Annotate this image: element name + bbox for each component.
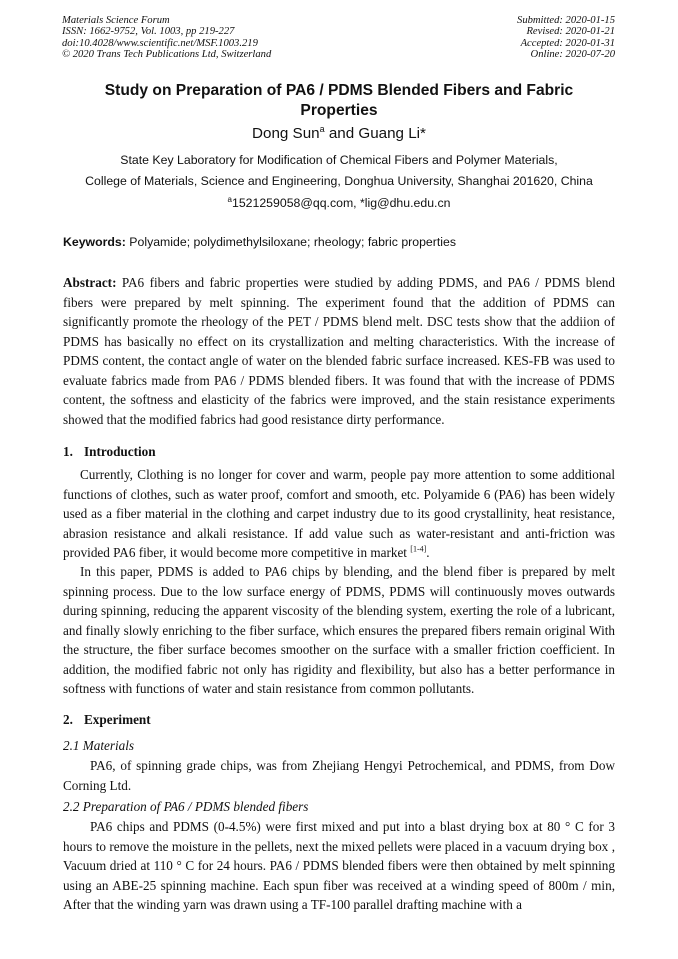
materials-paragraph: PA6, of spinning grade chips, was from Zhejiang Hengyi Petrochemical, and PDMS, from Dow Corning Ltd.	[63, 758, 615, 793]
section-heading-introduction	[63, 444, 156, 460]
author-1: Dong Sun	[252, 125, 320, 143]
author-1-affil-mark: a	[319, 124, 325, 134]
abstract-label: Abstract:	[63, 275, 117, 290]
section-title: Experiment	[84, 712, 151, 727]
author-connector: and	[324, 125, 359, 143]
section-number: 2.	[63, 712, 73, 727]
author-line	[0, 124, 678, 142]
section-number: 1.	[63, 444, 73, 459]
affiliation-line-2: College of Materials, Science and Engineering, Donghua University, Shanghai 201620, China	[85, 174, 593, 188]
author-2: Guang Li*	[358, 125, 426, 143]
abstract-text: PA6 fibers and fabric properties were studied by adding PDMS, and PA6 / PDMS blend fibers were prepared by melt spinning. The experiment found that the addition of PDMS can significantly promote the rheology of the PET / PDMS blend melt. DSC tests show that the addiion of PDMS has basically no effect on its crystallization and melting characteristics. With the increase of PDMS content, the contact angle of water on the blended fabric surface increased. KES-FB was used to evaluate fabrics made from PA6 / PDMS blended fibers. It was found that with the increase of PDMS content, the softness and elasticity of the fabrics were improved, and the stain resistance experiments showed that the modified fabrics had good resistance dirty performance.	[63, 275, 615, 427]
affiliation	[0, 150, 678, 192]
date-online: Online: 2020-07-20	[530, 49, 615, 61]
section-title: Introduction	[84, 444, 156, 459]
intro-paragraph-1	[63, 465, 615, 563]
email-text: 1521259058@qq.com, *lig@dhu.edu.cn	[231, 196, 451, 211]
intro-paragraph-2: In this paper, PDMS is added to PA6 chips by blending, and the blend fiber is prepared by melt spinning process. Due to the low surface energy of PDMS, PDMS will continuously moves outwards during spinning, reducing the apparent viscosity of the blending system, exerting the role of a lubricant, and finally slowly enriching to the fiber surface, which ensures the prepared fibers remain original With the structure, the fiber surface becomes smoother on the surface with a smaller friction coefficient. In addition, the modified fabric not only has rigidity and flexibility, but also has a better performance in softness with functions of water and stain resistance from common pollutants.	[63, 564, 615, 696]
citation-ref: [1-4]	[410, 544, 427, 554]
dates-block	[517, 15, 615, 61]
journal-info-block	[62, 15, 271, 61]
abstract	[63, 273, 615, 429]
journal-copyright: © 2020 Trans Tech Publications Ltd, Switzerland	[62, 49, 272, 61]
preparation-paragraph: PA6 chips and PDMS (0-4.5%) were first mixed and put into a blast drying box at 80 ° C for 3 hours to remove the moisture in the pellets, next the mixed pellets were placed in a vacuum drying box , Vacuum dried at 110 ° C for 24 hours. PA6 / PDMS blended fibers were then obtained by melt spinning using an ABE-25 spinning machine. Each spun fiber was received at a winding speed of 800m / min, After that the winding yarn was drawn using a TF-100 parallel drafting machine with a	[63, 819, 615, 912]
subsection-heading-preparation: 2.2 Preparation of PA6 / PDMS blended fibers	[63, 799, 309, 814]
intro-paragraph-1-text: Currently, Clothing is no longer for cover and warm, people pay more attention to some additional functions of clothes, such as water proof, comfort and smooth, etc. Polyamide 6 (PA6) has been widely used as a fiber material in the clothing and carpet industry due to its good crystallinity, heat resistance, abrasion resistance and alkali resistance. If add value such as water-resistant and anti-friction was provided PA6 fiber, it would become more competitive in market	[63, 467, 615, 560]
email-affil-mark: a	[227, 195, 232, 204]
keywords-text: Polyamide; polydimethylsiloxane; rheology; fabric properties	[125, 235, 457, 249]
affiliation-line-1: State Key Laboratory for Modification of Chemical Fibers and Polymer Materials,	[120, 153, 558, 167]
date-submitted: Submitted: 2020-01-15	[517, 15, 615, 26]
author-emails	[0, 195, 678, 210]
subsection-heading-materials: 2.1 Materials	[63, 738, 135, 753]
intro-paragraph-1-end: .	[426, 545, 430, 560]
journal-name: Materials Science Forum	[62, 15, 170, 26]
date-revised: Revised: 2020-01-21	[526, 26, 615, 38]
date-accepted: Accepted: 2020-01-31	[520, 37, 615, 49]
paper-title: Study on Preparation of PA6 / PDMS Blended Fibers and Fabric Properties	[104, 82, 574, 119]
keywords-label: Keywords:	[63, 235, 126, 249]
keywords	[63, 235, 615, 249]
journal-doi: doi:10.4028/www.scientific.net/MSF.1003.219	[62, 37, 258, 49]
journal-issn: ISSN: 1662-9752, Vol. 1003, pp 219-227	[62, 26, 235, 38]
section-heading-experiment	[63, 712, 151, 728]
